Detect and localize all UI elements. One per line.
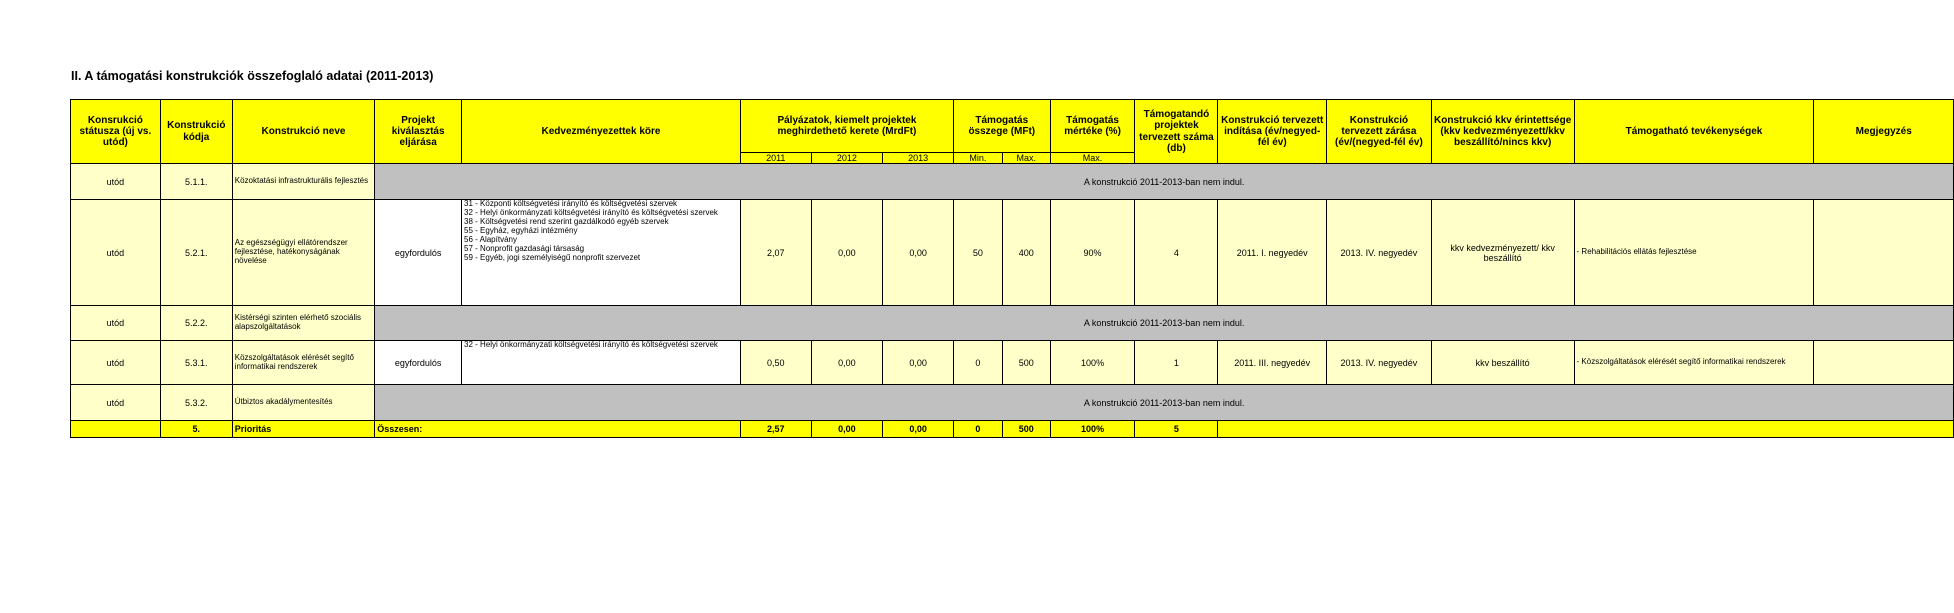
beneficiary-item: 32 - Helyi önkormányzati költségvetési irányító és költségvetési szervek <box>464 208 718 218</box>
total-min: 0 <box>953 421 1002 438</box>
cell-name: Közszolgáltatások elérését segítő informatikai rendszerek <box>232 341 375 385</box>
cell-min: 0 <box>953 341 1002 385</box>
beneficiary-item: 31 - Központi költségvetési irányító és költségvetési szervek <box>464 199 678 209</box>
cell-2011: 2,07 <box>740 200 811 306</box>
beneficiary-item: 38 - Költségvetési rend szerint gazdálkodó egyéb szervek <box>464 216 669 226</box>
cell-2012: 0,00 <box>811 341 883 385</box>
cell-selection: egyfordulós <box>375 341 462 385</box>
total-name: Prioritás <box>232 421 375 438</box>
cell-start: 2011. I. negyedév <box>1218 200 1327 306</box>
total-max: 500 <box>1002 421 1050 438</box>
cell-name: Kistérségi szinten elérhető szociális alapszolgáltatások <box>232 306 375 341</box>
cell-status: utód <box>71 200 161 306</box>
cell-notes <box>1814 200 1954 306</box>
page-title: II. A támogatási konstrukciók összefoglaló adatai (2011-2013) <box>71 69 434 83</box>
cell-end: 2013. IV. negyedév <box>1327 200 1432 306</box>
header-support-rate: Támogatás mértéke (%) <box>1050 100 1135 153</box>
cell-rate: 90% <box>1050 200 1135 306</box>
subheader-2012: 2012 <box>811 153 883 164</box>
cell-name: Útbiztos akadálymentesítés <box>232 385 375 421</box>
table-row <box>71 306 1954 341</box>
header-start: Konstrukció tervezett indítása (év/negyed-fél év) <box>1218 100 1327 164</box>
cell-code: 5.1.1. <box>160 164 232 200</box>
cell-activities: - Közszolgáltatások elérését segítő informatikai rendszerek <box>1574 341 1814 385</box>
cell-rate: 100% <box>1050 341 1135 385</box>
subheader-max: Max. <box>1002 153 1050 164</box>
beneficiary-item: 57 - Nonprofit gazdasági társaság <box>464 243 585 253</box>
total-2012: 0,00 <box>811 421 883 438</box>
cell-projects: 1 <box>1135 341 1218 385</box>
cell-max: 400 <box>1002 200 1050 306</box>
header-frame: Pályázatok, kiemelt projektek meghirdethető kerete (MrdFt) <box>740 100 953 153</box>
cell-projects: 4 <box>1135 200 1218 306</box>
subheader-min: Min. <box>953 153 1002 164</box>
constructions-table <box>70 99 1954 438</box>
header-status: Konsrukció státusza (új vs. utód) <box>71 100 161 164</box>
beneficiary-item: 32 - Helyi önkormányzati költségvetési irányító és költségvetési szervek <box>464 340 718 350</box>
cell-activities: - Rehabilitációs ellátás fejlesztése <box>1574 200 1814 306</box>
header-support-amount: Támogatás összege (MFt) <box>953 100 1050 153</box>
header-activities: Támogatható tevékenységek <box>1574 100 1814 164</box>
table-row <box>71 200 1954 306</box>
cell-2013: 0,00 <box>883 200 954 306</box>
header-code: Konstrukció kódja <box>160 100 232 164</box>
header-row <box>71 100 1954 153</box>
not-started-notice: A konstrukció 2011-2013-ban nem indul. <box>375 306 1954 341</box>
total-rate: 100% <box>1050 421 1135 438</box>
cell-notes <box>1814 341 1954 385</box>
header-selection: Projekt kiválasztás eljárása <box>375 100 462 164</box>
total-2011: 2,57 <box>740 421 811 438</box>
total-2013: 0,00 <box>883 421 954 438</box>
total-status <box>71 421 161 438</box>
cell-name: Közoktatási infrastrukturális fejlesztés <box>232 164 375 200</box>
table-row <box>71 385 1954 421</box>
header-projects: Támogatandó projektek tervezett száma (db) <box>1135 100 1218 164</box>
cell-code: 5.3.2. <box>160 385 232 421</box>
cell-code: 5.2.1. <box>160 200 232 306</box>
beneficiary-item: 55 - Egyház, egyházi intézmény <box>464 225 578 235</box>
header-sme: Konstrukció kkv érintettsége (kkv kedvezményezett/kkv beszállító/nincs kkv) <box>1431 100 1574 164</box>
cell-code: 5.3.1. <box>160 341 232 385</box>
cell-start: 2011. III. negyedév <box>1218 341 1327 385</box>
cell-status: utód <box>71 306 161 341</box>
cell-2011: 0,50 <box>740 341 811 385</box>
total-code: 5. <box>160 421 232 438</box>
cell-max: 500 <box>1002 341 1050 385</box>
subheader-2013: 2013 <box>883 153 954 164</box>
subheader-rate-max: Max. <box>1050 153 1135 164</box>
cell-2013: 0,00 <box>883 341 954 385</box>
total-projects: 5 <box>1135 421 1218 438</box>
beneficiary-item: 56 - Alapítvány <box>464 234 517 244</box>
header-notes: Megjegyzés <box>1814 100 1954 164</box>
cell-selection: egyfordulós <box>375 200 462 306</box>
cell-sme: kkv kedvezményezett/ kkv beszállító <box>1431 200 1574 306</box>
total-rest <box>1218 421 1954 438</box>
cell-status: utód <box>71 385 161 421</box>
cell-2012: 0,00 <box>811 200 883 306</box>
cell-beneficiaries <box>462 341 741 385</box>
total-row <box>71 421 1954 438</box>
header-name: Konstrukció neve <box>232 100 375 164</box>
subheader-2011: 2011 <box>740 153 811 164</box>
header-end: Konstrukció tervezett zárása (év/(negyed-fél év) <box>1327 100 1432 164</box>
cell-sme: kkv beszállító <box>1431 341 1574 385</box>
cell-status: utód <box>71 341 161 385</box>
total-label: Összesen: <box>375 421 741 438</box>
not-started-notice: A konstrukció 2011-2013-ban nem indul. <box>375 385 1954 421</box>
beneficiary-item: 59 - Egyéb, jogi személyiségű nonprofit szervezet <box>464 252 641 262</box>
header-beneficiaries: Kedvezményezettek köre <box>462 100 741 164</box>
table-row <box>71 164 1954 200</box>
not-started-notice: A konstrukció 2011-2013-ban nem indul. <box>375 164 1954 200</box>
cell-status: utód <box>71 164 161 200</box>
cell-end: 2013. IV. negyedév <box>1327 341 1432 385</box>
cell-name: Az egészségügyi ellátórendszer fejlesztése, hatékonyságának növelése <box>232 200 375 306</box>
cell-min: 50 <box>953 200 1002 306</box>
cell-beneficiaries <box>462 200 741 306</box>
cell-code: 5.2.2. <box>160 306 232 341</box>
table-row <box>71 341 1954 385</box>
